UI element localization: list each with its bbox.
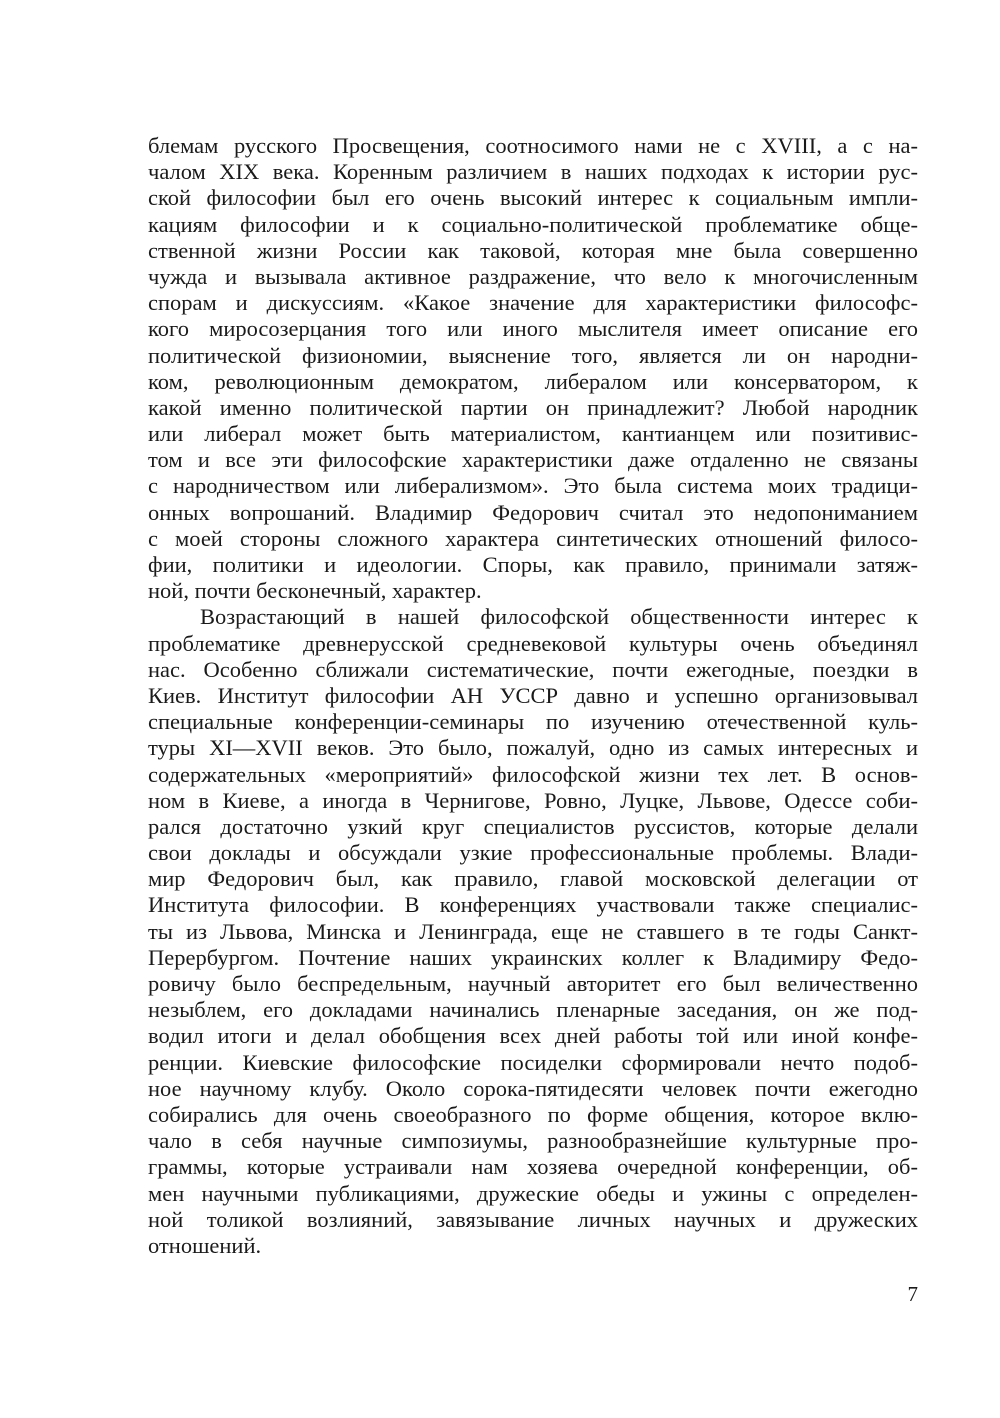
text-line: Возрастающий в нашей философской общественности интерес к: [200, 604, 918, 630]
text-line: собирались для очень своеобразного по форме общения, которое вклю-: [148, 1101, 918, 1127]
text-line: водил итоги и делал обобщения всех дней работы той или иной конфе-: [148, 1023, 918, 1049]
page-number: 7: [907, 1282, 918, 1306]
text-line: том и все эти философские характеристики даже отдаленно не связаны: [148, 447, 918, 473]
text-line: или либерал может быть материалистом, кантианцем или позитивис-: [148, 421, 918, 447]
text-line: незыблем, его докладами начинались пленарные заседания, он же под-: [148, 997, 918, 1023]
text-line: ком, революционным демократом, либералом или консерватором, к: [148, 368, 918, 394]
page-body: [148, 133, 918, 1259]
text-line: какой именно политической партии он принадлежит? Любой народник: [148, 394, 918, 420]
text-line: свои доклады и обсуждали узкие профессиональные проблемы. Влади-: [148, 840, 918, 866]
text-line: ной толикой возлияний, завязывание личных научных и дружеских: [148, 1206, 918, 1232]
text-line: фии, политики и идеологии. Споры, как правило, принимали затяж-: [148, 552, 918, 577]
text-line: онных вопрошаний. Владимир Федорович считал это недопониманием: [148, 499, 918, 525]
text-line: кого миросозерцания того или иного мыслителя имеет описание его: [148, 316, 918, 342]
text-line: граммы, которые устраивали нам хозяева очередной конференции, об-: [148, 1154, 918, 1180]
text-line: ты из Львова, Минска и Ленинграда, еще не ставшего в те годы Санкт-: [148, 918, 918, 944]
text-line: мир Федорович был, как правило, главой московской делегации от: [148, 866, 918, 892]
text-line: чалом XIX века. Коренным различием в наших подходах к истории рус-: [148, 159, 918, 185]
text-line: нас. Особенно сближали систематические, почти ежегодные, поездки в: [148, 656, 918, 682]
paragraph-1: [148, 133, 918, 604]
text-line: чужда и вызывала активное раздражение, что вело к многочисленным: [148, 263, 918, 289]
text-line: Перербургом. Почтение наших украинских коллег к Владимиру Федо-: [148, 944, 918, 970]
text-line: проблематике древнерусской средневековой культуры очень объединял: [148, 630, 918, 656]
text-line: ровичу было беспредельным, научный авторитет его был величественно: [148, 971, 918, 996]
text-line: с народничеством или либерализмом». Это была система моих традици-: [148, 473, 918, 499]
text-line: с моей стороны сложного характера синтетических отношений филосо-: [148, 525, 918, 551]
text-line: содержательных «мероприятий» философской жизни тех лет. В основ-: [148, 761, 918, 787]
text-line: Института философии. В конференциях участвовали также специалис-: [148, 892, 918, 918]
text-line: чало в себя научные симпозиумы, разнообразнейшие культурные про-: [148, 1128, 918, 1154]
text-line: ренции. Киевские философские посиделки сформировали нечто подоб-: [148, 1049, 918, 1075]
text-line: Киев. Институт философии АН УССР давно и успешно организовывал: [148, 682, 918, 708]
text-line: блемам русского Просвещения, соотносимого нами не с XVIII, а с на-: [148, 133, 918, 158]
text-line: политической физиономии, выяснение того, является ли он народни-: [148, 342, 918, 368]
text-line: рался достаточно узкий круг специалистов руссистов, которые делали: [148, 813, 918, 839]
text-line: туры XI—XVII веков. Это было, пожалуй, одно из самых интересных и: [148, 735, 918, 761]
text-line: специальные конференции-семинары по изучению отечественной куль-: [148, 709, 918, 735]
text-line: кациям философии и к социально-политической проблематике обще-: [148, 211, 918, 237]
text-line: ской философии был его очень высокий интерес к социальным импли-: [148, 185, 918, 211]
text-line: ной, почти бесконечный, характер.: [148, 578, 482, 604]
text-line: ное научному клубу. Около сорока-пятидесяти человек почти ежегодно: [148, 1075, 918, 1101]
text-line: отношений.: [148, 1232, 262, 1258]
text-line: ном в Киеве, а иногда в Чернигове, Ровно, Луцке, Львове, Одессе соби-: [148, 787, 918, 813]
paragraph-2: [148, 604, 918, 1259]
text-line: спорам и дискуссиям. «Какое значение для характеристики философс-: [148, 290, 918, 316]
text-line: ственной жизни России как таковой, которая мне была совершенно: [148, 237, 918, 263]
text-line: мен научными публикациями, дружеские обеды и ужины с определен-: [148, 1180, 918, 1206]
